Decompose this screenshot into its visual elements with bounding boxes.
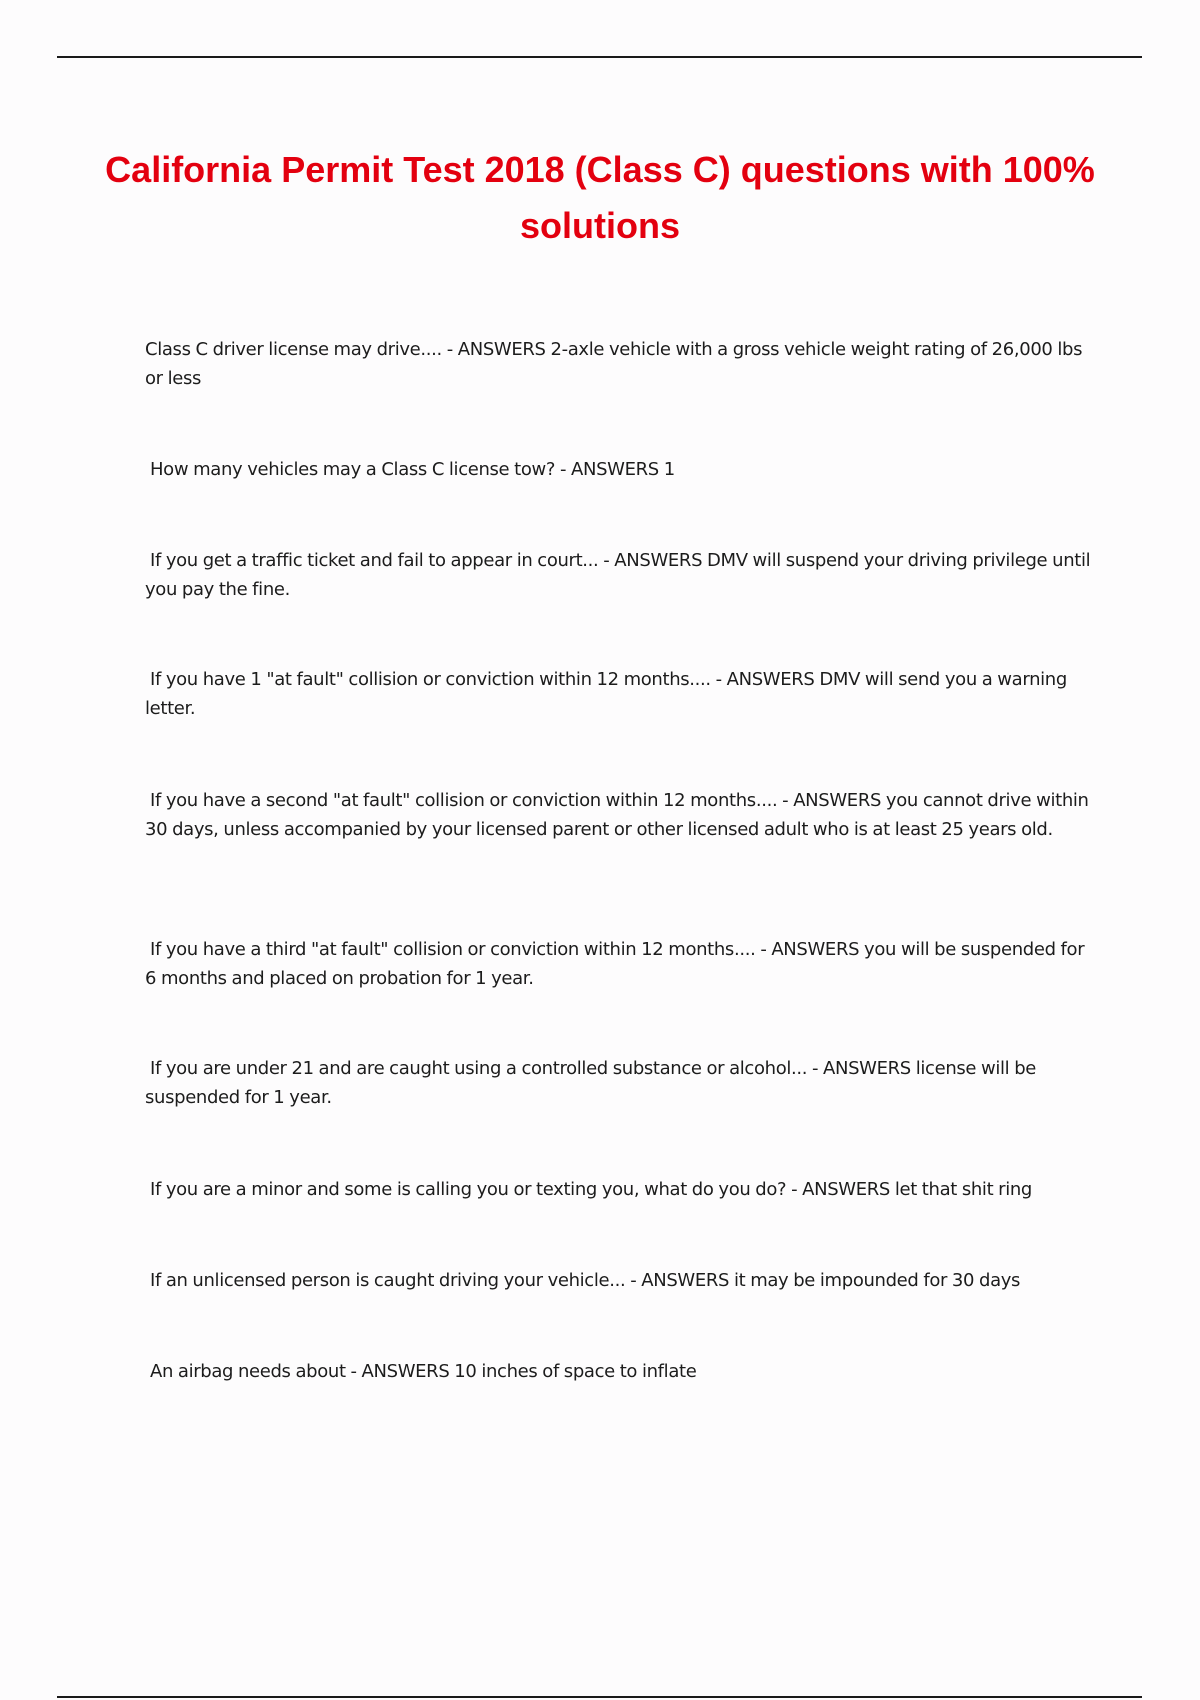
qa-item	[145, 665, 1095, 723]
qa-text: Class C driver license may drive.... - ANSWERS 2-axle vehicle with a gross vehicle weight rating of 26,000 lbs or less	[145, 339, 1083, 389]
qa-item	[145, 1175, 1095, 1204]
qa-text: If you are under 21 and are caught using a controlled substance or alcohol... - ANSWERS license will be suspended for 1 year.	[145, 1058, 1036, 1108]
qa-text: If you have a third "at fault" collision or conviction within 12 months.... - ANSWERS you will be suspended for 6 months and placed on probation for 1 year.	[145, 939, 1085, 989]
qa-text: How many vehicles may a Class C license tow? - ANSWERS 1	[150, 459, 675, 480]
qa-text: If you have 1 "at fault" collision or conviction within 12 months.... - ANSWERS DMV will send you a warning letter.	[145, 669, 1067, 719]
qa-text: If you get a traffic ticket and fail to appear in court... - ANSWERS DMV will suspend your driving privilege until you pay the fine.	[145, 550, 1091, 600]
qa-item	[145, 935, 1095, 993]
qa-text: If you have a second "at fault" collision or conviction within 12 months.... - ANSWERS you cannot drive within 30 days, unless accompanied by your licensed parent or other licensed adult who is at least 25 years old.	[145, 790, 1089, 840]
qa-text: If an unlicensed person is caught driving your vehicle... - ANSWERS it may be impounded for 30 days	[150, 1270, 1021, 1291]
qa-item	[145, 786, 1095, 844]
qa-item	[145, 1266, 1095, 1295]
qa-item	[145, 546, 1095, 604]
qa-item	[145, 455, 1095, 484]
qa-item	[145, 1357, 1095, 1386]
header-rule	[57, 56, 1142, 58]
qa-item	[145, 1054, 1095, 1112]
qa-text: If you are a minor and some is calling you or texting you, what do you do? - ANSWERS let that shit ring	[150, 1179, 1032, 1200]
qa-text: An airbag needs about - ANSWERS 10 inches of space to inflate	[150, 1361, 697, 1382]
qa-item	[145, 335, 1095, 393]
document-title: California Permit Test 2018 (Class C) questions with 100% solutions	[105, 149, 1095, 246]
footer-rule	[57, 1696, 1142, 1698]
